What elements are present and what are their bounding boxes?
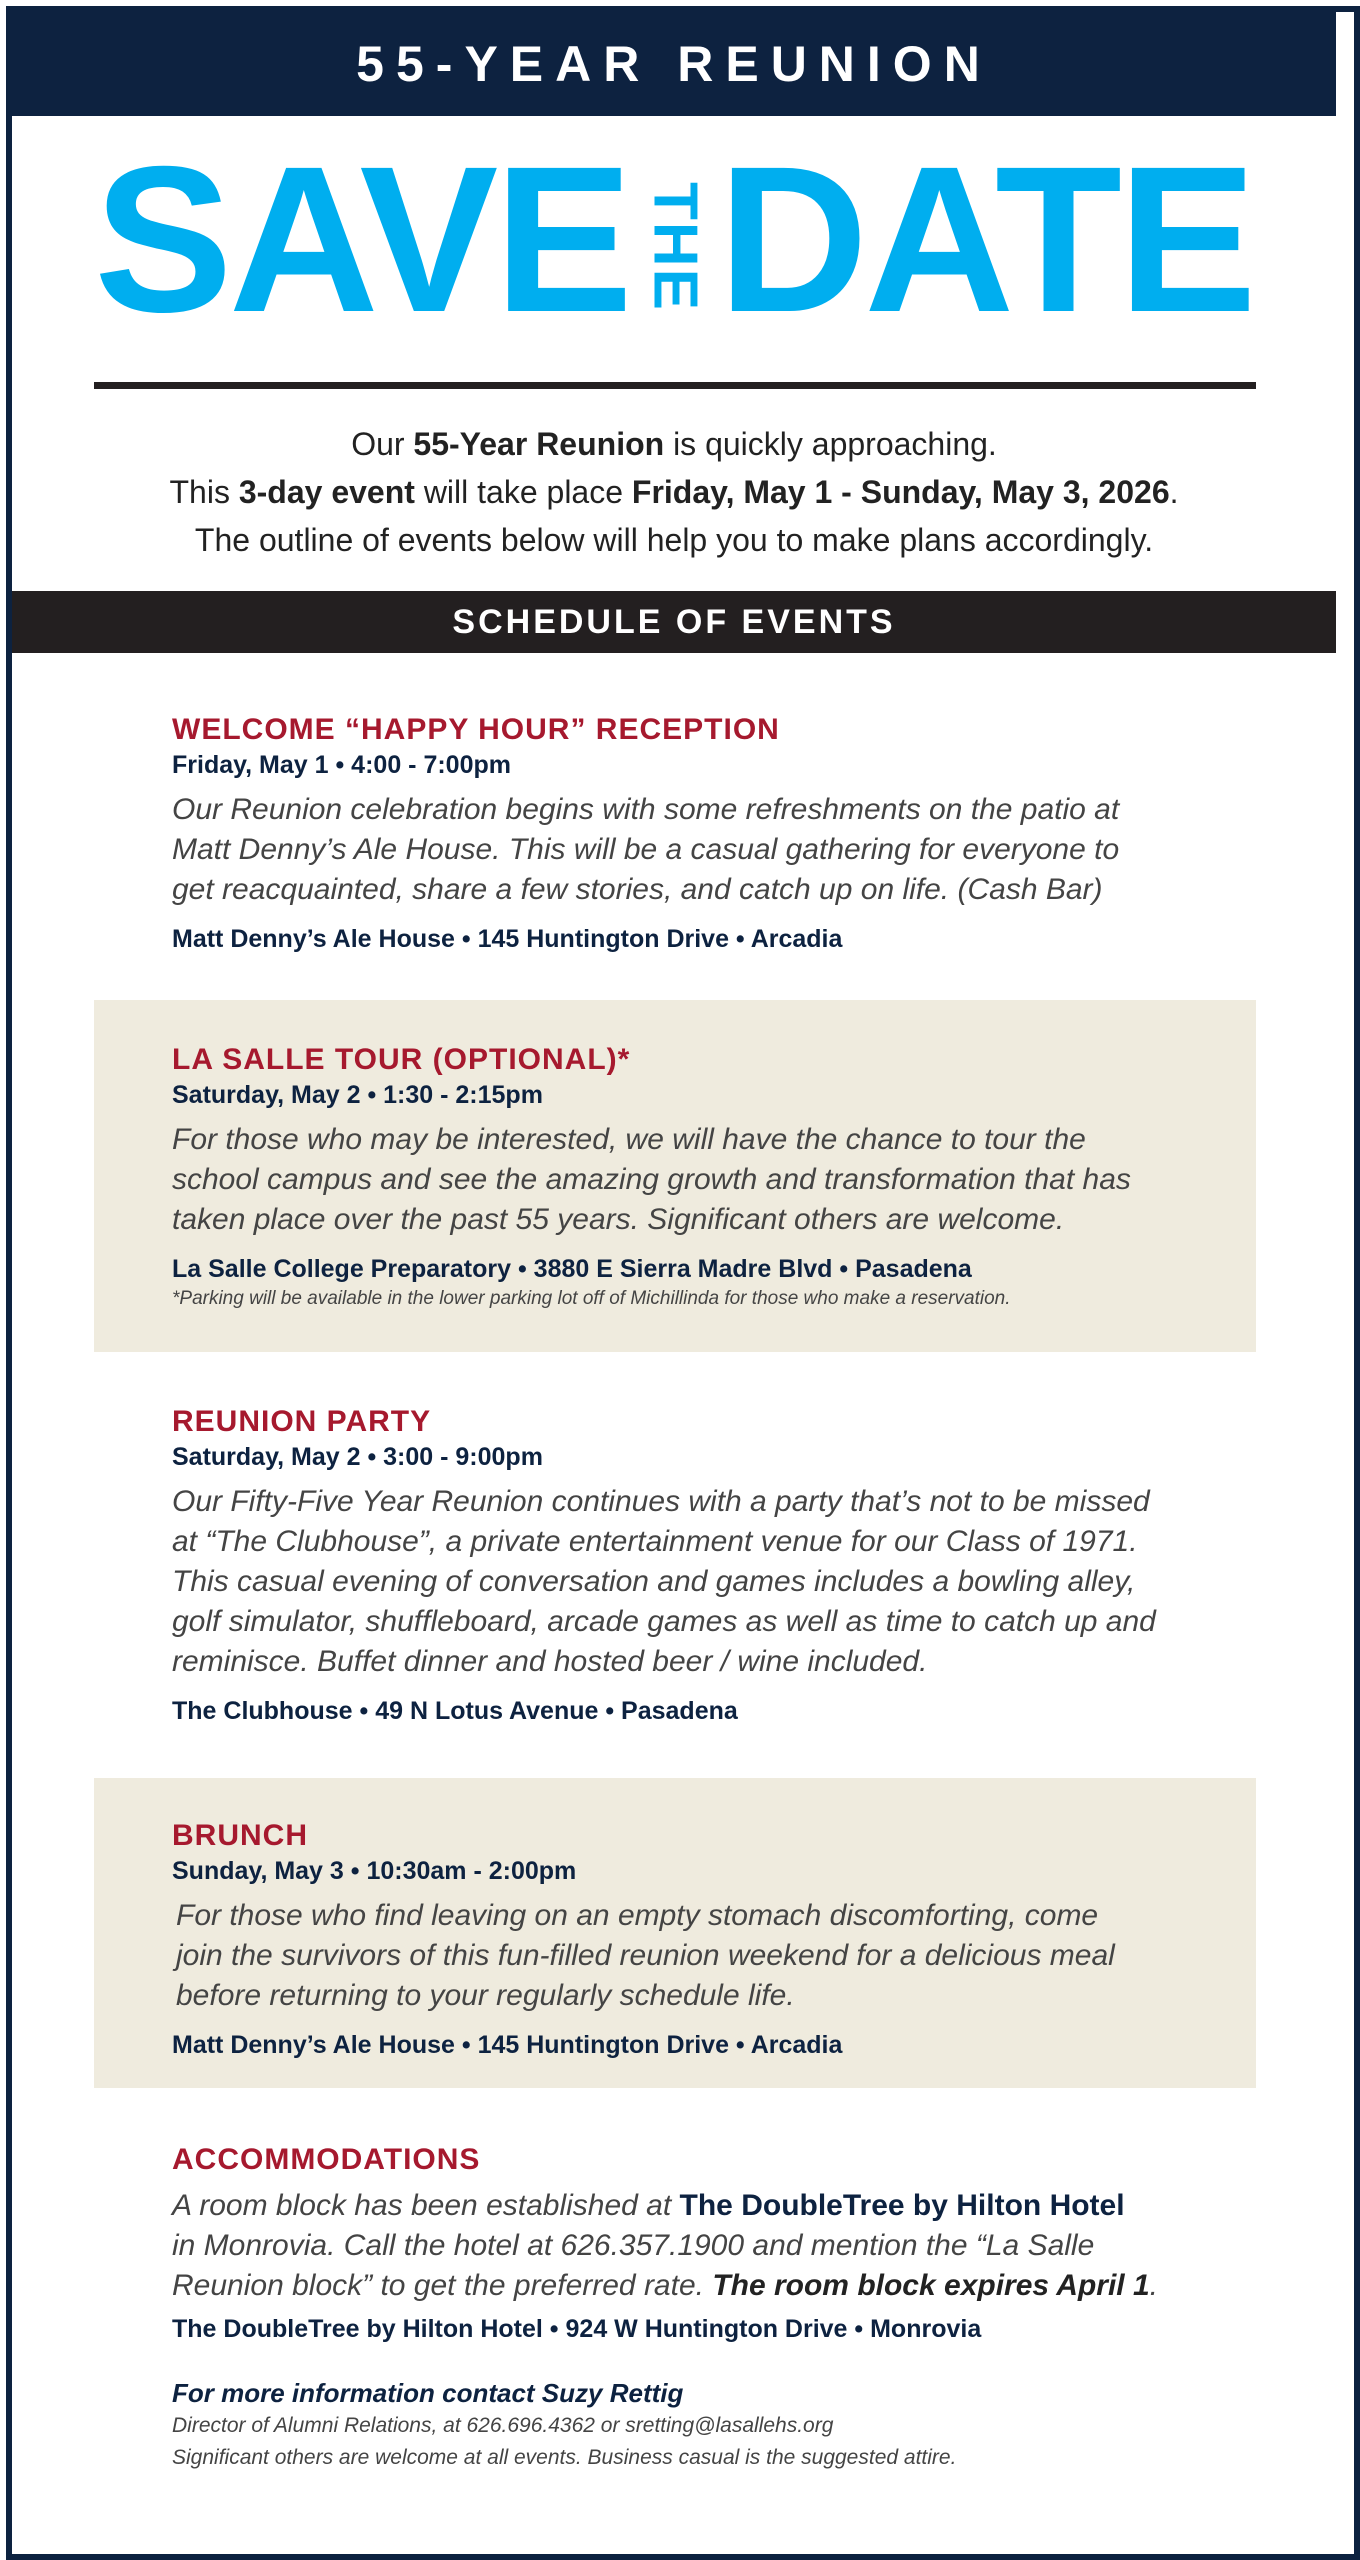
intro-text [12, 420, 1336, 564]
accommodations-title: ACCOMMODATIONS [172, 2143, 481, 2176]
event-description: For those who find leaving on an empty stomach discomforting, come join the survivors of this fun-filled reunion weekend for a delicious meal before returning to your regularly schedule life. [176, 1899, 1115, 2012]
intro-line-2: This 3-day event will take place Friday, May 1 - Sunday, May 3, 2026. [169, 474, 1179, 510]
event-reunion-party [172, 1404, 1212, 1728]
event-when: Saturday, May 2 • 1:30 - 2:15pm [172, 1081, 543, 1109]
event-welcome-reception [172, 712, 1212, 956]
event-location: The Clubhouse • 49 N Lotus Avenue • Pasadena [172, 1697, 738, 1725]
header-title: 55-YEAR REUNION [356, 36, 992, 92]
divider-rule [94, 382, 1256, 389]
contact-line: For more information contact Suzy Rettig [172, 2378, 684, 2408]
schedule-heading: SCHEDULE OF EVENTS [452, 602, 896, 641]
accommodations-section [172, 2142, 1212, 2346]
director-line: Director of Alumni Relations, at 626.696.4362 or sretting@lasallehs.org [172, 2414, 834, 2437]
event-when: Saturday, May 2 • 3:00 - 9:00pm [172, 1443, 543, 1471]
event-title: REUNION PARTY [172, 1405, 432, 1438]
event-location: Matt Denny’s Ale House • 145 Huntington Drive • Arcadia [172, 2031, 843, 2059]
event-note: *Parking will be available in the lower parking lot off of Michillinda for those who make a reservation. [172, 1288, 1011, 1309]
event-when: Sunday, May 3 • 10:30am - 2:00pm [172, 1857, 577, 1885]
intro-line-3: The outline of events below will help you to make plans accordingly. [194, 522, 1154, 558]
intro-line-1: Our 55-Year Reunion is quickly approaching. [351, 426, 997, 462]
event-when: Friday, May 1 • 4:00 - 7:00pm [172, 751, 511, 779]
event-description: For those who may be interested, we will have the chance to tour the school campus and see the amazing growth and transformation that has taken place over the past 55 years. Significant others are welcome. [172, 1123, 1131, 1236]
event-title: LA SALLE TOUR (OPTIONAL)* [172, 1043, 631, 1076]
event-title: BRUNCH [172, 1819, 308, 1852]
save-the-date-heading [94, 124, 1274, 356]
date-word: DATE [718, 124, 1253, 356]
event-la-salle-tour [172, 1042, 1212, 1312]
event-location: Matt Denny’s Ale House • 145 Huntington Drive • Arcadia [172, 925, 843, 953]
the-word: THE [640, 182, 710, 312]
attire-note: Significant others are welcome at all events. Business casual is the suggested attire. [172, 2446, 957, 2469]
schedule-banner [12, 591, 1336, 653]
event-location: La Salle College Preparatory • 3880 E Sierra Madre Blvd • Pasadena [172, 1255, 972, 1283]
save-word: SAVE [94, 124, 629, 356]
event-description: Our Fifty-Five Year Reunion continues with a party that’s not to be missed at “The Clubhouse”, a private entertainment venue for our Class of 1971. This casual evening of conversation and games includes a bowling alley, golf simulator, shuffleboard, arcade games as well as time to catch up and reminisce. Buffet dinner and hosted beer / wine included. [172, 1485, 1156, 1678]
the-word-wrap [640, 178, 710, 316]
footer-contact [172, 2376, 1212, 2474]
header-banner [12, 12, 1336, 116]
accommodations-description: A room block has been established at The DoubleTree by Hilton Hotel in Monrovia. Call the hotel at 626.357.1900 and mention the “La Salle Reunion block” to get the preferred rate. The room block expires April 1. [172, 2189, 1158, 2302]
accommodations-location: The DoubleTree by Hilton Hotel • 924 W Huntington Drive • Monrovia [172, 2315, 982, 2343]
event-description: Our Reunion celebration begins with some refreshments on the patio at Matt Denny’s Ale House. This will be a casual gathering for everyone to get reacquainted, share a few stories, and catch up on life. (Cash Bar) [172, 793, 1120, 906]
event-brunch [172, 1818, 1212, 2062]
page-frame [6, 6, 1360, 2560]
event-title: WELCOME “HAPPY HOUR” RECEPTION [172, 713, 780, 746]
